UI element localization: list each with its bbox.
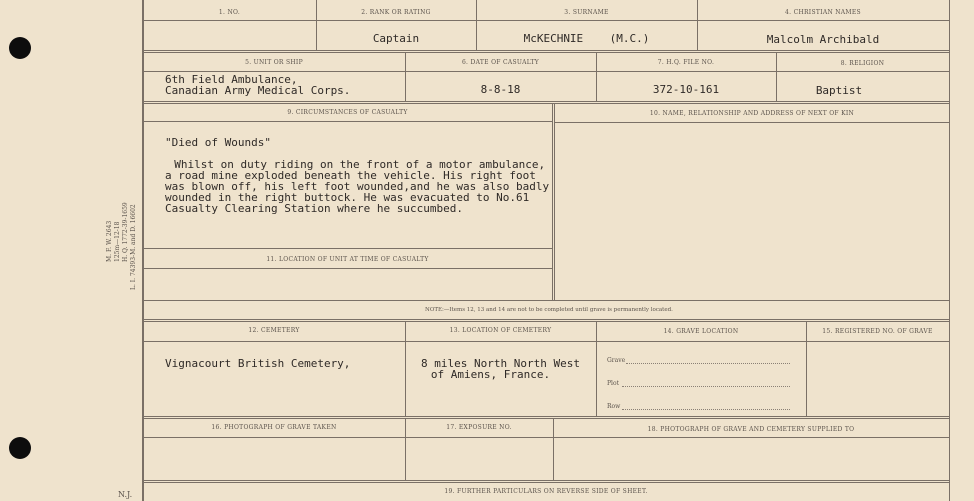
location-cemetery-line1: 8 miles North North West (421, 357, 580, 370)
header-hq-file: 7. H.Q. FILE NO. (657, 59, 715, 66)
header-circumstances: 9. CIRCUMSTANCES OF CASUALTY (287, 109, 408, 116)
header-photo-taken: 16. PHOTOGRAPH OF GRAVE TAKEN (211, 424, 337, 431)
header-date: 6. DATE OF CASUALTY (461, 59, 540, 66)
unit-value-line1: 6th Field Ambulance, (165, 73, 298, 86)
header-registered-no: 15. REGISTERED NO. OF GRAVE (822, 328, 933, 335)
row-line (622, 409, 790, 410)
header-location-unit: 11. LOCATION OF UNIT AT TIME OF CASUALTY (266, 256, 429, 263)
side-print-1: M. F. W. 2643 (106, 220, 113, 262)
side-print-2: 125m—12-18 (114, 221, 121, 262)
side-print-4: L. I. 74393-M. and D. 16602 (130, 204, 137, 290)
grave-line (626, 363, 790, 364)
header-religion: 8. RELIGION (840, 60, 885, 67)
plot-label: Plot (607, 380, 619, 387)
header-next-of-kin: 10. NAME, RELATIONSHIP AND ADDRESS OF NEXT OF KIN (649, 110, 855, 117)
circumstances-line: was blown off, his left foot wounded,and he was also badly (165, 180, 550, 193)
religion-value: Baptist (815, 84, 863, 97)
christian-names-value: Malcolm Archibald (766, 33, 880, 46)
header-exposure: 17. EXPOSURE NO. (446, 424, 512, 431)
grave-label: Grave (607, 357, 626, 364)
cemetery-value: Vignacourt British Cemetery, (165, 357, 351, 370)
rank-value: Captain (372, 32, 420, 45)
hq-file-value: 372-10-161 (652, 83, 720, 96)
header-location-cemetery: 13. LOCATION OF CEMETERY (449, 327, 552, 334)
punch-hole-bottom (9, 437, 31, 459)
row-label: Row (607, 403, 621, 410)
unit-value-line2: Canadian Army Medical Corps. (165, 84, 351, 97)
circumstances-line: a road mine exploded beneath the vehicle. His right foot (165, 169, 536, 182)
circumstances-line: Casualty Clearing Station where he succumbed. (165, 202, 464, 215)
corner-mark: N.J. (118, 490, 133, 499)
header-grave-location: 14. GRAVE LOCATION (663, 328, 739, 335)
header-rank: 2. RANK OR RATING (361, 9, 431, 16)
header-christian-names: 4. CHRISTIAN NAMES (785, 9, 861, 16)
plot-line (622, 386, 790, 387)
circumstances-line: wounded in the right buttock. He was evacuated to No.61 (165, 191, 530, 204)
header-no: 1. NO. (218, 9, 241, 16)
header-unit: 5. UNIT OR SHIP (245, 59, 303, 66)
header-cemetery: 12. CEMETERY (248, 327, 300, 334)
location-cemetery-line2: of Amiens, France. (430, 368, 551, 381)
date-value: 8-8-18 (480, 83, 521, 96)
header-further-particulars: 19. FURTHER PARTICULARS ON REVERSE SIDE OF SHEET. (444, 488, 648, 495)
circumstances-line: Whilst on duty riding on the front of a motor ambulance, (161, 158, 546, 171)
note-text: NOTE:—Items 12, 13 and 14 are not to be completed until grave is permanently located. (425, 307, 673, 313)
side-print-3: H. Q. 1772-39-1659 (122, 202, 129, 262)
header-surname: 3. SURNAME (564, 9, 609, 16)
punch-hole-top (9, 37, 31, 59)
circumstances-title: "Died of Wounds" (165, 136, 271, 149)
surname-value: McKECHNIE (M.C.) (523, 32, 650, 45)
header-photo-supplied: 18. PHOTOGRAPH OF GRAVE AND CEMETERY SUPPLIED TO (647, 426, 855, 433)
